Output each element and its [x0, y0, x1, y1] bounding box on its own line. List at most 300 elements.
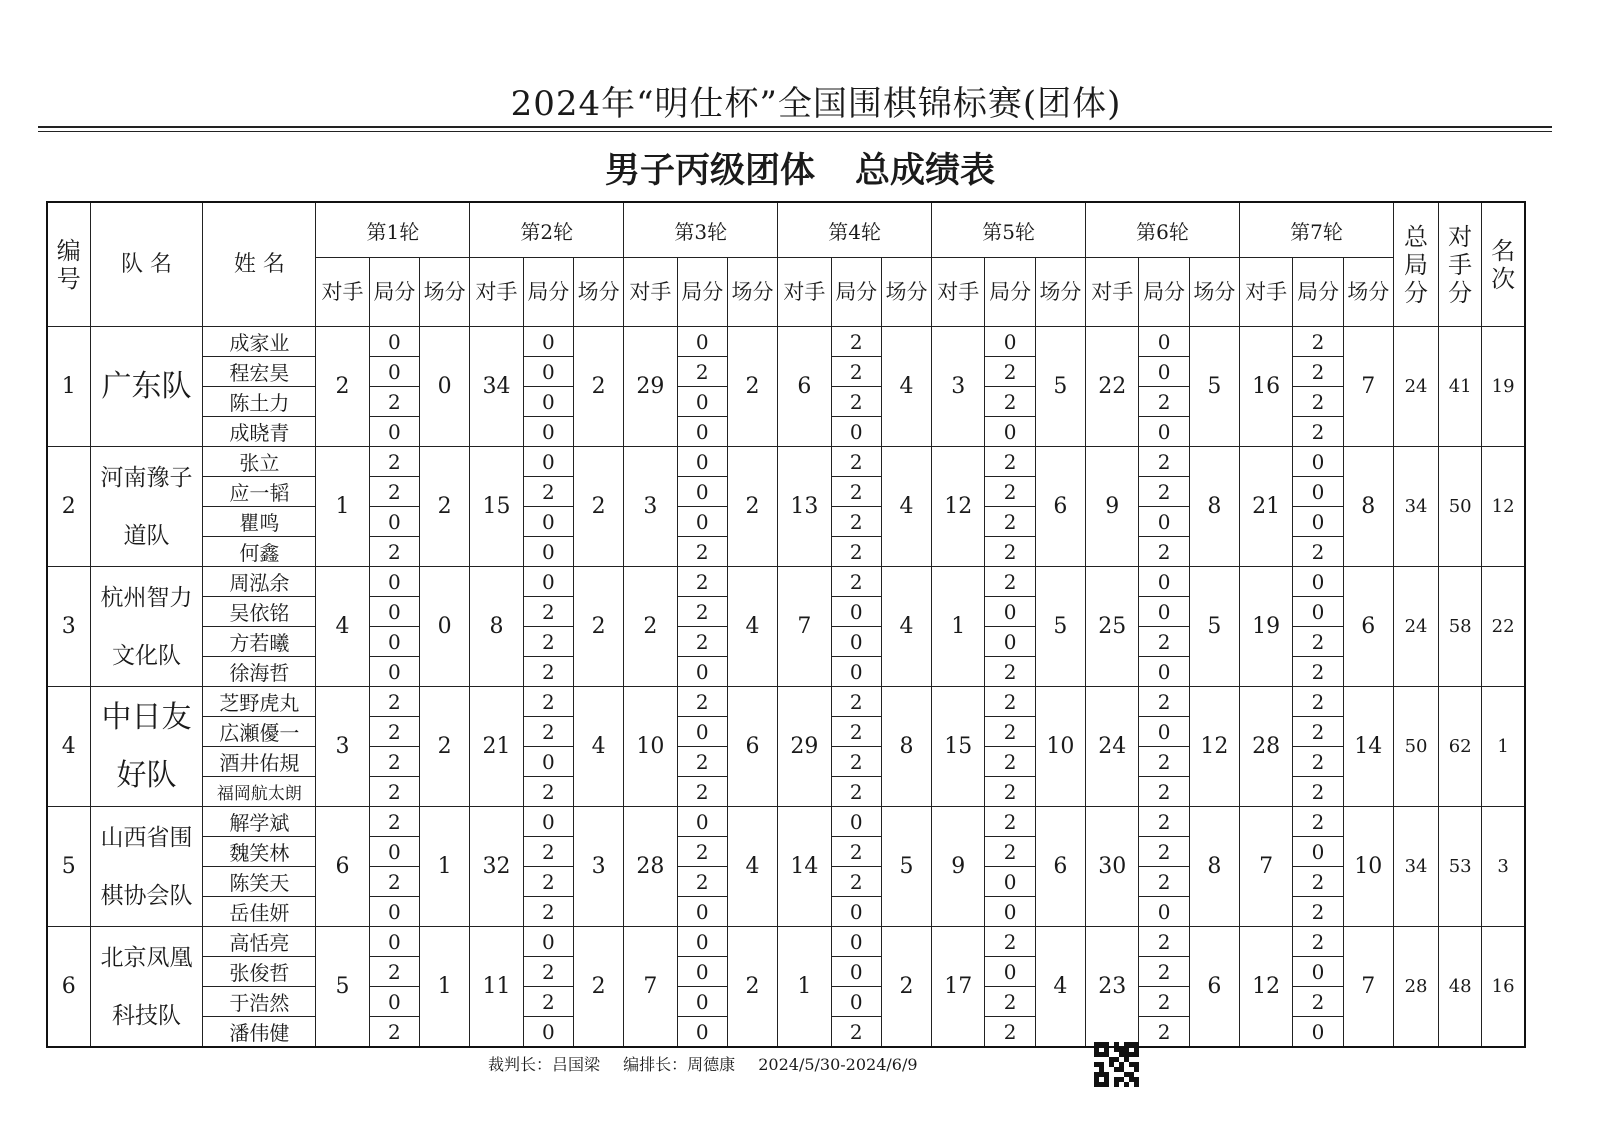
round-opponent: 2 — [624, 567, 677, 687]
team-number: 3 — [47, 567, 90, 687]
round-opponent: 25 — [1086, 567, 1139, 687]
game-score: 2 — [1139, 867, 1189, 897]
round-opponent: 29 — [778, 687, 831, 807]
game-score: 0 — [1293, 507, 1343, 537]
player-name: 程宏昊 — [203, 357, 316, 387]
game-score: 2 — [369, 807, 419, 837]
round-match-points: 4 — [573, 687, 623, 807]
game-score: 0 — [523, 807, 573, 837]
player-name: 张俊哲 — [203, 957, 316, 987]
team-rank: 16 — [1482, 927, 1525, 1048]
game-score: 2 — [1139, 387, 1189, 417]
header-game-points-round-1: 局分 — [369, 258, 419, 327]
game-score: 0 — [831, 807, 881, 837]
player-name: 潘伟健 — [203, 1017, 316, 1048]
round-match-points: 1 — [420, 927, 470, 1048]
player-name: 方若曦 — [203, 627, 316, 657]
round-match-points: 1 — [420, 807, 470, 927]
footer — [488, 1052, 936, 1075]
game-score: 2 — [677, 837, 727, 867]
round-match-points: 4 — [881, 567, 931, 687]
game-score: 2 — [1139, 807, 1189, 837]
player-name: 周泓余 — [203, 567, 316, 597]
game-score: 0 — [677, 477, 727, 507]
game-score: 2 — [831, 387, 881, 417]
game-score: 0 — [677, 1017, 727, 1048]
header-total-games: 总局分 — [1393, 202, 1438, 327]
game-score: 2 — [985, 567, 1035, 597]
title-rule-thin — [38, 131, 1552, 132]
game-score: 0 — [831, 597, 881, 627]
round-opponent: 34 — [470, 327, 523, 447]
game-score: 2 — [523, 957, 573, 987]
game-score: 0 — [677, 807, 727, 837]
game-score: 0 — [369, 567, 419, 597]
round-match-points: 10 — [1343, 807, 1393, 927]
header-round-4: 第4轮 — [778, 202, 932, 258]
team-rank: 1 — [1482, 687, 1525, 807]
team-name: 广东队 — [90, 327, 203, 447]
player-name: 应一韬 — [203, 477, 316, 507]
round-opponent: 21 — [1240, 447, 1293, 567]
game-score: 2 — [831, 687, 881, 717]
date-range: 2024/5/30-2024/6/9 — [758, 1055, 918, 1074]
game-score: 2 — [985, 777, 1035, 807]
round-opponent: 15 — [470, 447, 523, 567]
team-number: 6 — [47, 927, 90, 1048]
round-opponent: 4 — [316, 567, 369, 687]
game-score: 2 — [1293, 417, 1343, 447]
game-score: 2 — [369, 687, 419, 717]
round-match-points: 0 — [420, 327, 470, 447]
game-score: 2 — [831, 357, 881, 387]
team-number: 5 — [47, 807, 90, 927]
game-score: 2 — [1293, 927, 1343, 957]
game-score: 2 — [369, 747, 419, 777]
game-score: 0 — [369, 987, 419, 1017]
team-number: 4 — [47, 687, 90, 807]
game-score: 2 — [831, 717, 881, 747]
game-score: 2 — [1139, 537, 1189, 567]
opponent-score: 58 — [1439, 567, 1482, 687]
game-score: 0 — [1139, 357, 1189, 387]
header-game-points-round-3: 局分 — [677, 258, 727, 327]
round-match-points: 7 — [1343, 927, 1393, 1048]
game-score: 0 — [985, 627, 1035, 657]
header-team: 队 名 — [90, 202, 203, 327]
game-score: 2 — [523, 477, 573, 507]
header-round-6: 第6轮 — [1086, 202, 1240, 258]
round-opponent: 21 — [470, 687, 523, 807]
header-round-1: 第1轮 — [316, 202, 470, 258]
game-score: 2 — [523, 837, 573, 867]
round-opponent: 17 — [932, 927, 985, 1048]
game-score: 0 — [677, 327, 727, 357]
game-score: 0 — [523, 537, 573, 567]
header-match-points-round-2: 场分 — [573, 258, 623, 327]
team-number: 2 — [47, 447, 90, 567]
game-score: 0 — [985, 957, 1035, 987]
game-score: 0 — [523, 567, 573, 597]
round-match-points: 2 — [573, 327, 623, 447]
player-name: 解学斌 — [203, 807, 316, 837]
game-score: 2 — [985, 537, 1035, 567]
game-score: 0 — [369, 927, 419, 957]
game-score: 2 — [677, 627, 727, 657]
team-name: 山西省围棋协会队 — [90, 807, 203, 927]
round-match-points: 4 — [881, 447, 931, 567]
game-score: 0 — [831, 927, 881, 957]
game-score: 0 — [677, 387, 727, 417]
game-score: 2 — [985, 357, 1035, 387]
team-rank: 22 — [1482, 567, 1525, 687]
game-score: 2 — [985, 747, 1035, 777]
round-match-points: 2 — [420, 447, 470, 567]
game-score: 2 — [1293, 357, 1343, 387]
game-score: 2 — [523, 627, 573, 657]
header-match-points-round-1: 场分 — [420, 258, 470, 327]
round-opponent: 7 — [778, 567, 831, 687]
game-score: 0 — [369, 657, 419, 687]
round-match-points: 2 — [573, 567, 623, 687]
header-game-points-round-7: 局分 — [1293, 258, 1343, 327]
round-opponent: 11 — [470, 927, 523, 1048]
game-score: 2 — [1139, 1017, 1189, 1048]
header-match-points-round-6: 场分 — [1189, 258, 1239, 327]
header-round-3: 第3轮 — [624, 202, 778, 258]
round-match-points: 5 — [881, 807, 931, 927]
player-name: 陈土力 — [203, 387, 316, 417]
game-score: 2 — [831, 447, 881, 477]
game-score: 0 — [985, 327, 1035, 357]
header-match-points-round-3: 场分 — [727, 258, 777, 327]
game-score: 0 — [677, 987, 727, 1017]
game-score: 2 — [369, 777, 419, 807]
game-score: 0 — [831, 897, 881, 927]
round-match-points: 6 — [1343, 567, 1393, 687]
game-score: 2 — [369, 957, 419, 987]
game-score: 0 — [677, 507, 727, 537]
opponent-score: 62 — [1439, 687, 1482, 807]
round-match-points: 8 — [1189, 807, 1239, 927]
game-score: 2 — [523, 657, 573, 687]
round-match-points: 5 — [1035, 567, 1085, 687]
game-score: 0 — [369, 327, 419, 357]
round-match-points: 7 — [1343, 327, 1393, 447]
round-match-points: 4 — [1035, 927, 1085, 1048]
game-score: 2 — [985, 807, 1035, 837]
round-opponent: 7 — [624, 927, 677, 1048]
round-opponent: 7 — [1240, 807, 1293, 927]
team-name: 河南豫子道队 — [90, 447, 203, 567]
round-opponent: 8 — [470, 567, 523, 687]
table-row — [47, 567, 1525, 597]
round-opponent: 32 — [470, 807, 523, 927]
round-opponent: 6 — [778, 327, 831, 447]
game-score: 0 — [831, 417, 881, 447]
game-score: 2 — [831, 507, 881, 537]
game-score: 0 — [1293, 477, 1343, 507]
game-score: 0 — [1293, 567, 1343, 597]
team-rank: 19 — [1482, 327, 1525, 447]
game-score: 0 — [1139, 417, 1189, 447]
round-opponent: 9 — [932, 807, 985, 927]
game-score: 2 — [985, 687, 1035, 717]
total-game-points: 50 — [1393, 687, 1438, 807]
game-score: 0 — [369, 417, 419, 447]
player-name: 広瀬優一 — [203, 717, 316, 747]
round-opponent: 13 — [778, 447, 831, 567]
header-round-5: 第5轮 — [932, 202, 1086, 258]
game-score: 2 — [831, 747, 881, 777]
player-name: 张立 — [203, 447, 316, 477]
opponent-score: 50 — [1439, 447, 1482, 567]
round-match-points: 5 — [1035, 327, 1085, 447]
round-opponent: 12 — [1240, 927, 1293, 1048]
game-score: 2 — [1293, 387, 1343, 417]
game-score: 0 — [369, 597, 419, 627]
game-score: 2 — [677, 777, 727, 807]
game-score: 2 — [831, 567, 881, 597]
game-score: 2 — [1293, 747, 1343, 777]
game-score: 2 — [985, 837, 1035, 867]
game-score: 0 — [369, 627, 419, 657]
opponent-score: 41 — [1439, 327, 1482, 447]
game-score: 0 — [677, 657, 727, 687]
game-score: 2 — [985, 927, 1035, 957]
game-score: 2 — [1139, 747, 1189, 777]
round-match-points: 2 — [420, 687, 470, 807]
subtitle-part-2: 总成绩表 — [855, 151, 996, 191]
game-score: 0 — [677, 927, 727, 957]
round-opponent: 10 — [624, 687, 677, 807]
round-opponent: 19 — [1240, 567, 1293, 687]
game-score: 2 — [985, 447, 1035, 477]
player-name: 成家业 — [203, 327, 316, 357]
game-score: 2 — [369, 387, 419, 417]
player-name: 于浩然 — [203, 987, 316, 1017]
game-score: 0 — [677, 897, 727, 927]
round-opponent: 3 — [624, 447, 677, 567]
game-score: 0 — [831, 987, 881, 1017]
total-game-points: 34 — [1393, 447, 1438, 567]
header-no: 编号 — [47, 202, 90, 327]
game-score: 2 — [1293, 327, 1343, 357]
game-score: 0 — [369, 507, 419, 537]
team-number: 1 — [47, 327, 90, 447]
game-score: 2 — [1139, 927, 1189, 957]
game-score: 2 — [1139, 627, 1189, 657]
round-match-points: 4 — [727, 807, 777, 927]
game-score: 2 — [985, 1017, 1035, 1048]
game-score: 0 — [523, 447, 573, 477]
game-score: 0 — [523, 357, 573, 387]
game-score: 2 — [831, 1017, 881, 1048]
game-score: 0 — [985, 897, 1035, 927]
player-name: 高恬亮 — [203, 927, 316, 957]
round-opponent: 24 — [1086, 687, 1139, 807]
round-match-points: 3 — [573, 807, 623, 927]
round-opponent: 15 — [932, 687, 985, 807]
team-rank: 12 — [1482, 447, 1525, 567]
game-score: 2 — [1293, 897, 1343, 927]
header-game-points-round-4: 局分 — [831, 258, 881, 327]
game-score: 2 — [677, 687, 727, 717]
round-match-points: 5 — [1189, 567, 1239, 687]
total-game-points: 24 — [1393, 567, 1438, 687]
round-match-points: 6 — [1189, 927, 1239, 1048]
round-opponent: 16 — [1240, 327, 1293, 447]
round-opponent: 1 — [778, 927, 831, 1048]
header-match-points-round-5: 场分 — [1035, 258, 1085, 327]
game-score: 0 — [1139, 717, 1189, 747]
game-score: 2 — [1139, 447, 1189, 477]
round-match-points: 5 — [1189, 327, 1239, 447]
game-score: 2 — [985, 987, 1035, 1017]
game-score: 2 — [369, 447, 419, 477]
game-score: 0 — [1293, 837, 1343, 867]
game-score: 2 — [523, 987, 573, 1017]
scheduler-label: 编排长：周德康 — [623, 1055, 736, 1074]
game-score: 2 — [523, 897, 573, 927]
game-score: 2 — [369, 1017, 419, 1048]
round-match-points: 6 — [727, 687, 777, 807]
game-score: 2 — [677, 597, 727, 627]
game-score: 0 — [1293, 447, 1343, 477]
table-row — [47, 687, 1525, 717]
round-opponent: 30 — [1086, 807, 1139, 927]
round-opponent: 12 — [932, 447, 985, 567]
game-score: 0 — [369, 897, 419, 927]
game-score: 2 — [985, 387, 1035, 417]
game-score: 2 — [369, 717, 419, 747]
header-opponent-round-5: 对手 — [932, 258, 985, 327]
header-opponent-score: 对手分 — [1439, 202, 1482, 327]
game-score: 0 — [985, 597, 1035, 627]
game-score: 0 — [523, 507, 573, 537]
header-opponent-round-4: 对手 — [778, 258, 831, 327]
team-name: 北京凤凰科技队 — [90, 927, 203, 1048]
game-score: 2 — [1293, 867, 1343, 897]
total-game-points: 24 — [1393, 327, 1438, 447]
game-score: 2 — [1293, 687, 1343, 717]
header-game-points-round-5: 局分 — [985, 258, 1035, 327]
player-name: 魏笑林 — [203, 837, 316, 867]
round-opponent: 2 — [316, 327, 369, 447]
game-score: 2 — [677, 567, 727, 597]
round-match-points: 4 — [727, 567, 777, 687]
game-score: 0 — [369, 357, 419, 387]
header-opponent-round-1: 对手 — [316, 258, 369, 327]
game-score: 0 — [985, 417, 1035, 447]
game-score: 0 — [1293, 957, 1343, 987]
header-match-points-round-4: 场分 — [881, 258, 931, 327]
round-opponent: 5 — [316, 927, 369, 1048]
round-opponent: 29 — [624, 327, 677, 447]
title-rule-thick — [38, 126, 1552, 128]
total-game-points: 34 — [1393, 807, 1438, 927]
round-match-points: 2 — [727, 927, 777, 1048]
game-score: 2 — [1293, 537, 1343, 567]
game-score: 2 — [985, 507, 1035, 537]
page-title: 2024年“明仕杯”全国围棋锦标赛(团体) — [510, 84, 1122, 124]
round-match-points: 14 — [1343, 687, 1393, 807]
round-match-points: 2 — [727, 327, 777, 447]
player-name: 岳佳妍 — [203, 897, 316, 927]
game-score: 2 — [677, 867, 727, 897]
game-score: 0 — [523, 747, 573, 777]
game-score: 0 — [677, 417, 727, 447]
game-score: 2 — [677, 537, 727, 567]
round-opponent: 6 — [316, 807, 369, 927]
round-match-points: 6 — [1035, 447, 1085, 567]
game-score: 0 — [1139, 657, 1189, 687]
game-score: 0 — [1139, 897, 1189, 927]
game-score: 2 — [369, 537, 419, 567]
game-score: 0 — [831, 657, 881, 687]
game-score: 0 — [1293, 597, 1343, 627]
game-score: 2 — [1139, 987, 1189, 1017]
player-name: 吴依铭 — [203, 597, 316, 627]
game-score: 2 — [523, 597, 573, 627]
header-opponent-round-3: 对手 — [624, 258, 677, 327]
round-opponent: 22 — [1086, 327, 1139, 447]
game-score: 2 — [1139, 477, 1189, 507]
game-score: 2 — [831, 327, 881, 357]
game-score: 2 — [831, 777, 881, 807]
header-opponent-round-6: 对手 — [1086, 258, 1139, 327]
subtitle-part-1: 男子丙级团体 — [604, 151, 815, 191]
round-opponent: 28 — [624, 807, 677, 927]
round-match-points: 2 — [573, 927, 623, 1048]
round-match-points: 8 — [1189, 447, 1239, 567]
game-score: 2 — [1293, 807, 1343, 837]
round-match-points: 2 — [881, 927, 931, 1048]
game-score: 2 — [1293, 987, 1343, 1017]
game-score: 2 — [831, 867, 881, 897]
game-score: 0 — [1293, 1017, 1343, 1048]
player-name: 酒井佑規 — [203, 747, 316, 777]
referee-label: 裁判长：吕国梁 — [488, 1055, 601, 1074]
round-match-points: 8 — [1343, 447, 1393, 567]
round-opponent: 23 — [1086, 927, 1139, 1048]
table-row — [47, 807, 1525, 837]
game-score: 2 — [1293, 657, 1343, 687]
round-opponent: 9 — [1086, 447, 1139, 567]
game-score: 0 — [831, 957, 881, 987]
game-score: 2 — [369, 867, 419, 897]
game-score: 2 — [831, 537, 881, 567]
table-row — [47, 447, 1525, 477]
table-row — [47, 927, 1525, 957]
player-name: 瞿鸣 — [203, 507, 316, 537]
header-rank: 名次 — [1482, 202, 1525, 327]
game-score: 0 — [1139, 567, 1189, 597]
game-score: 2 — [523, 717, 573, 747]
round-opponent: 14 — [778, 807, 831, 927]
round-opponent: 3 — [316, 687, 369, 807]
game-score: 2 — [831, 837, 881, 867]
opponent-score: 53 — [1439, 807, 1482, 927]
round-match-points: 2 — [727, 447, 777, 567]
game-score: 0 — [1139, 507, 1189, 537]
header-opponent-round-2: 对手 — [470, 258, 523, 327]
game-score: 2 — [523, 777, 573, 807]
game-score: 2 — [523, 687, 573, 717]
player-name: 何鑫 — [203, 537, 316, 567]
results-table — [46, 201, 1526, 1048]
game-score: 0 — [677, 717, 727, 747]
